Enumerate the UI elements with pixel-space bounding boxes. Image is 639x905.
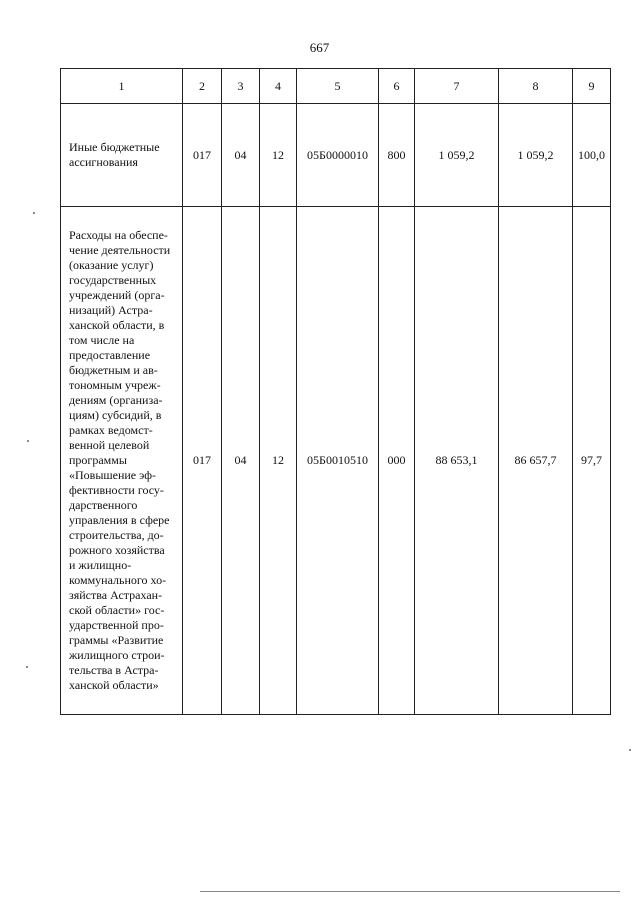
table-cell: 1 059,2	[415, 104, 499, 207]
row-name-line: ассигнования	[69, 155, 138, 169]
scan-speck	[26, 666, 28, 668]
table-row	[61, 104, 611, 207]
row-name-line: граммы «Развитие	[69, 633, 164, 647]
row-name-line: «Повышение эф-	[69, 468, 156, 482]
row-name-line: ударственной про-	[69, 618, 164, 632]
table-cell: 05Б0010510	[297, 207, 379, 715]
table-header-row	[61, 69, 611, 104]
row-name-line: низаций) Астра-	[69, 303, 153, 317]
table-cell: 017	[183, 207, 222, 715]
row-name-line: и жилищно-	[69, 558, 132, 572]
column-header: 8	[499, 69, 573, 104]
table-cell: 88 653,1	[415, 207, 499, 715]
row-name-line: фективности госу-	[69, 483, 164, 497]
table-cell: 000	[379, 207, 415, 715]
row-name-line: ской области» гос-	[69, 603, 165, 617]
table-cell: 100,0	[573, 104, 611, 207]
row-name-line: тельства в Астра-	[69, 663, 159, 677]
row-name-line: рожного хозяйства	[69, 543, 165, 557]
table-cell: 017	[183, 104, 222, 207]
page-number: 667	[309, 40, 330, 55]
row-name-line: циям) субсидий, в	[69, 408, 162, 422]
budget-table	[60, 68, 611, 715]
table-cell: 04	[222, 207, 260, 715]
row-name-line: зяйства Астрахан-	[69, 588, 163, 602]
row-name-line: ханской области»	[69, 678, 159, 692]
column-header: 1	[61, 69, 183, 104]
scan-speck	[33, 212, 35, 214]
column-header: 4	[260, 69, 297, 104]
table-cell: 12	[260, 104, 297, 207]
row-name-line: строительства, до-	[69, 528, 164, 542]
column-header: 5	[297, 69, 379, 104]
table-cell: 04	[222, 104, 260, 207]
row-name-line: Иные бюджетные	[69, 140, 160, 154]
row-name-line: предоставление	[69, 348, 151, 362]
row-name-line: тономным учреж-	[69, 378, 161, 392]
row-name-line: дениям (организа-	[69, 393, 163, 407]
row-name-line: программы	[69, 453, 127, 467]
scan-speck	[27, 440, 29, 442]
table-row	[61, 207, 611, 715]
column-header: 2	[183, 69, 222, 104]
column-header: 9	[573, 69, 611, 104]
row-name-line: управления в сфере	[69, 513, 170, 527]
table-cell: 05Б0000010	[297, 104, 379, 207]
row-name-line: (оказание услуг)	[69, 258, 154, 272]
table-cell: 12	[260, 207, 297, 715]
row-name-cell	[61, 104, 183, 207]
table-cell: 97,7	[573, 207, 611, 715]
row-name-line: Расходы на обеспе-	[69, 228, 168, 242]
row-name-line: том числе на	[69, 333, 135, 347]
row-name-line: дарственного	[69, 498, 138, 512]
page-bottom-rule	[200, 891, 620, 892]
scan-speck	[629, 749, 631, 751]
table-cell: 86 657,7	[499, 207, 573, 715]
table-cell: 800	[379, 104, 415, 207]
row-name-line: учреждений (орга-	[69, 288, 165, 302]
row-name-line: ханской области, в	[69, 318, 165, 332]
row-name-line: венной целевой	[69, 438, 150, 452]
column-header: 3	[222, 69, 260, 104]
table-cell: 1 059,2	[499, 104, 573, 207]
row-name-line: жилищного строи-	[69, 648, 165, 662]
row-name-line: государственных	[69, 273, 157, 287]
row-name-line: бюджетным и ав-	[69, 363, 158, 377]
column-header: 6	[379, 69, 415, 104]
row-name-cell	[61, 207, 183, 715]
row-name-line: рамках ведомст-	[69, 423, 153, 437]
row-name-line: коммунального хо-	[69, 573, 167, 587]
row-name-line: чение деятельности	[69, 243, 171, 257]
column-header: 7	[415, 69, 499, 104]
